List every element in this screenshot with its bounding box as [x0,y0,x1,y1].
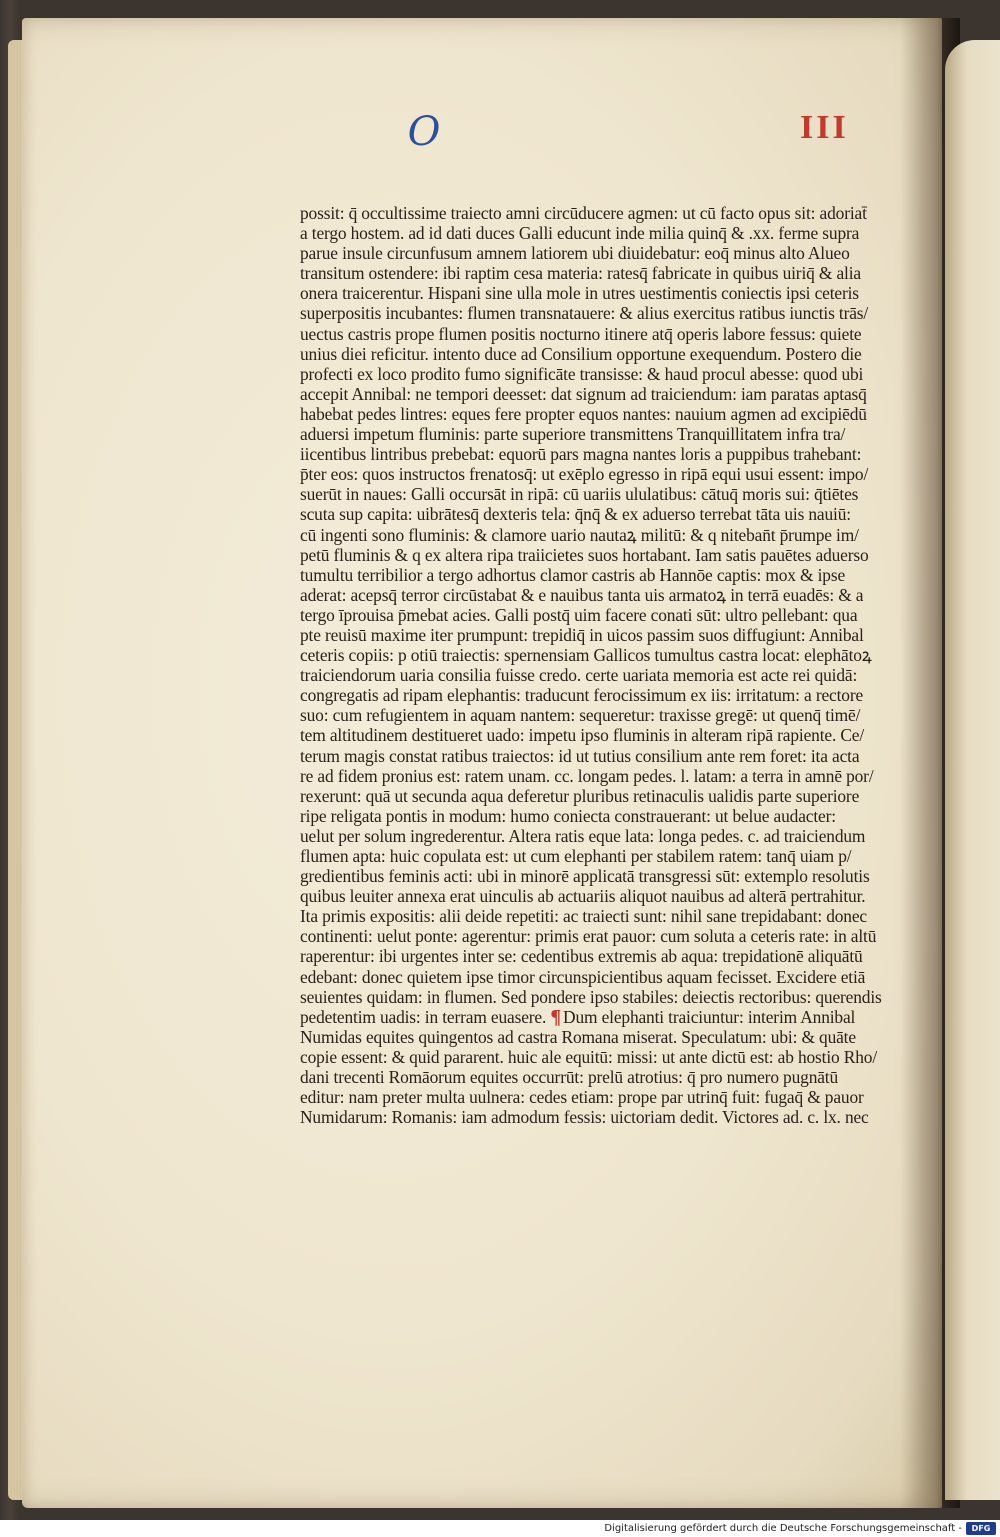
text-line: Numidas equites quingentos ad castra Romana miserat. Speculatum: ubi: & quāte [300,1026,856,1047]
text-line: pte reuisū maxime iter prumpunt: trepidiq̄ in uicos passim suos diffugiunt: Annibal [300,624,864,645]
rubric-paragraph-mark: ¶ [550,1006,562,1027]
text-line: parue insule circunfusum amnem latiorem ubi diuidebatur: eoq̄ minus alto Alueo [300,243,850,264]
text-line: rexerunt: quā ut secunda aqua deferetur pluribus retinaculis ualidis parte superiore [300,785,860,806]
rubric-line-tail: Dum elephanti traiciuntur: interim Annibal [563,1006,856,1027]
dfg-logo: DFG [966,1522,996,1535]
text-line: uectus castris prope flumen positis nocturno itinere atq̄ operis labore fessus: quiete [300,323,862,344]
text-line: dani trecenti Romāorum equites occurrūt: prelū atrotius: q̄ pro numero pugnātū [300,1067,839,1088]
facing-page-edge [945,40,1000,1500]
text-line: Numidarum: Romanis: iam admodum fessis: uictoriam dedit. Victores ad. c. lx. nec [300,1107,869,1128]
text-line: tem altitudinem destitueret uado: impetu ipso fluminis in alteram ripā rapiente. Ce/ [300,725,865,746]
text-line: aderat: acepsq̄ terror circūstabat & e nauibus tanta uis armatoꝝ in terrā euadēs: & a [300,584,864,605]
text-line: editur: nam preter multa uulnera: cedes etiam: prope par utrinq̄ fuit: fugaq̄ & pauor [300,1087,864,1108]
text-line: habebat pedes lintres: eques fere propter equos nantes: nauium agmen ad excipiēdū [300,403,867,424]
folio-number: III [800,109,849,146]
text-line: quibus leuiter annexa erat uinculis ab actuariis aliquot nauibus ad alterā pertrahitur. [300,886,866,907]
text-line: tergo īprouisa p̄mebat acies. Galli postq̄ uim facere conati sūt: ultro pellebant: qua [300,604,858,625]
text-line: flumen apta: huic copulata est: ut cum elephanti per stabilem ratem: tanq̄ uiam p/ [300,846,852,866]
text-line: aduersi impetum fluminis: parte superiore transmittens Tranquillitatem infra tra/ [300,424,846,445]
text-line-content: pedetentim uadis: in terram euasere. [300,1006,547,1027]
text-line: accepit Annibal: ne tempori deesset: dat signum ad traiciendum: iam paratas aptasq̄ [300,383,867,404]
text-line: p̄ter eos: quos instructos frenatosq̄: ut exēplo egresso in ripā equi usui essent: impo/ [300,464,869,485]
headline-initial: O [407,109,441,155]
text-line: seuientes quidam: in flumen. Sed pondere ipso stabiles: deiectis rectoribus: querendis [300,986,882,1007]
text-line: profecti ex loco prodito fumo significāte transisse: & haud procul abesse: quod ubi [300,363,864,384]
text-line: raperentur: ibi urgentes inter se: cedentibus extremis ab aqua: trepidationē aliquātū [300,946,863,967]
text-line [300,1007,910,1027]
text-line: petū fluminis & q ex altera ripa traiicietes suos hortabant. Iam satis pauētes aduerso [300,544,869,565]
text-line: suerūt in naues: Galli occursāt in ripā: cū uariis ululatibus: cātuq̄ moris sui: q̄tiētes [300,484,859,505]
text-line: gredientibus feminis acti: ubi in minorē applicatā transgressi sūt: extemplo resolutis [300,866,870,887]
text-line: possit: q̄ occultissime traiecto amni circūducere agmen: ut cū facto opus sit: adoriat̄ [300,203,867,223]
text-line: copie essent: & quid pararent. huic ale equitū: missi: ut ante dictū est: ab hostio Rho/ [300,1046,877,1067]
text-line: uelut per solum ingrederentur. Altera ratis eque lata: longa pedes. c. ad traiciendum [300,825,866,846]
text-line: Ita primis expositis: alii deide repetiti: ac traiecti sunt: nihil sane trepidabant: donec [300,906,867,927]
footer-credit: Digitalisierung gefördert durch die Deutsche Forschungsgemeinschaft - [604,1523,962,1534]
text-line: traiciendorum uaria consilia fuisse credo. certe uariata memoria est acte rei quidā: [300,665,858,686]
text-line: re ad fidem pronius est: ratem unam. cc. longam pedes. l. latam: a terra in amnē por/ [300,765,874,786]
text-line: iicentibus lintribus prebebat: equorū pars magna nantes loris a puppibus trahebant: [300,444,862,465]
text-line: tumultu terribilior a tergo adhortus clamor castris ab Hannōe captis: mox & ipse [300,564,846,585]
text-line: cū ingenti sono fluminis: & clamore uario nautaꝝ militū: & q niteban̄t p̄rumpe im/ [300,524,859,545]
text-line: scuta sup capita: uibrātesq̄ dexteris tela: q̄nq̄ & ex aduerso terrebat tāta uis nauiū: [300,504,851,525]
text-line: transitum ostendere: ibi raptim cesa materia: ratesq̄ fabricate in quibus uiriq̄ & alia [300,263,861,284]
text-line: congregatis ad ripam elephantis: traducunt ferocissimum ex iis: irritatum: a rectore [300,685,864,706]
text-line: suo: cum refugientem in aquam nantem: sequeretur: traxisse gregē: ut quenq̄ timē/ [300,705,861,726]
text-line: onera traicerentur. Hispani sine ulla mole in utres uestimentis coniectis ipsi ceteris [300,283,859,304]
text-line: ripe religata pontis in modum: humo coniecta constrauerant: ut belue audacter: [300,805,836,826]
text-line: a tergo hostem. ad id dati duces Galli educunt inde milia quinq̄ & .xx. ferme supra [300,223,860,244]
text-line: continenti: uelut ponte: agerentur: primis erat pauor: cum soluta a ceteris rate: in altū [300,926,877,947]
main-text-block [300,203,910,1127]
text-line: terum magis constat ratibus traiectos: id ut tutius consilium ante rem foret: ita acta [300,745,860,766]
digitization-footer [0,1520,1000,1537]
text-line: superpositis incubantes: flumen transnatauere: & alius exercitus ratibus iunctis trās/ [300,303,869,324]
text-line: ceteris copiis: p otiū traiectis: spernensiam Gallicos tumultus castra locat: elephātoꝝ [300,645,872,666]
text-line: edebant: donec quietem ipse timor circunspicientibus aquam fecisset. Excidere etiā [300,966,866,987]
text-line: unius diei reficitur. intento duce ad Consilium opportune exequendum. Postero die [300,343,862,364]
